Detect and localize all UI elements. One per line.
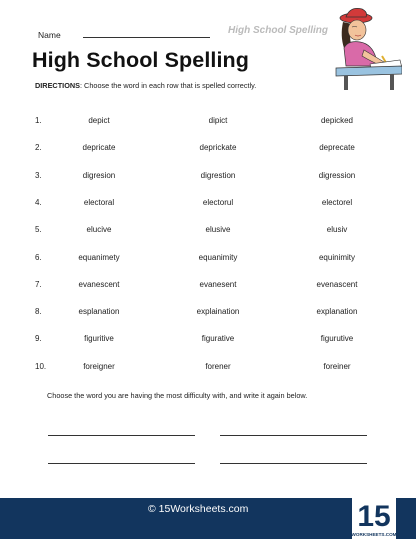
row-number: 5. — [35, 225, 42, 235]
word-option[interactable]: figurative — [201, 334, 235, 344]
worksheets-logo — [352, 495, 396, 539]
word-option[interactable]: electorul — [202, 197, 234, 207]
word-option[interactable]: equanimity — [198, 252, 238, 262]
page-title: High School Spelling — [32, 48, 249, 72]
word-option[interactable]: explanation — [316, 307, 358, 317]
word-option[interactable]: foreigner — [83, 361, 115, 371]
word-option[interactable]: depict — [88, 116, 110, 125]
word-option[interactable]: evanesent — [199, 279, 237, 289]
word-option[interactable]: elusiv — [326, 225, 348, 235]
word-option[interactable]: forener — [205, 361, 231, 371]
logo-number: 15 — [357, 500, 391, 533]
student-writing-illustration — [330, 4, 402, 90]
row-number: 6. — [35, 252, 42, 262]
word-option[interactable]: deprecate — [319, 143, 355, 153]
row-number: 1. — [35, 116, 42, 125]
answer-line-1[interactable] — [48, 435, 195, 436]
row-number: 9. — [35, 334, 42, 344]
word-option[interactable]: depricate — [82, 143, 116, 153]
word-option[interactable]: explaination — [196, 307, 240, 317]
word-row — [0, 225, 416, 239]
word-option[interactable]: electoral — [83, 197, 115, 207]
difficulty-prompt: Choose the word you are having the most difficulty with, and write it again below. — [47, 391, 308, 400]
logo-text: WORKSHEETS.COM — [352, 532, 396, 537]
word-option[interactable]: digression — [318, 170, 356, 180]
answer-line-3[interactable] — [48, 463, 195, 464]
word-option[interactable]: electorel — [321, 197, 353, 207]
directions-label: DIRECTIONS — [35, 81, 80, 90]
name-row — [38, 26, 61, 40]
word-option[interactable]: equinimity — [318, 252, 355, 262]
word-option[interactable]: digrestion — [200, 170, 236, 180]
word-row — [0, 198, 416, 212]
row-number: 3. — [35, 170, 42, 180]
row-number: 10. — [35, 361, 47, 371]
word-row — [0, 280, 416, 294]
name-label: Name — [38, 30, 61, 40]
word-row — [0, 307, 416, 321]
word-option[interactable]: evenascent — [316, 279, 358, 289]
word-row — [0, 171, 416, 185]
answer-line-2[interactable] — [220, 435, 367, 436]
word-row — [0, 253, 416, 267]
header-tag: High School Spelling — [228, 25, 328, 36]
word-row — [0, 362, 416, 376]
directions — [35, 81, 256, 90]
word-option[interactable]: elusive — [205, 225, 231, 235]
row-number: 7. — [35, 279, 42, 289]
word-option[interactable]: foreiner — [323, 361, 351, 371]
word-option[interactable]: equanimety — [78, 252, 120, 262]
name-line[interactable] — [83, 37, 210, 38]
word-option[interactable]: dipict — [208, 116, 228, 125]
directions-text: : Choose the word in each row that is spelled correctly. — [80, 81, 257, 90]
row-number: 8. — [35, 307, 42, 317]
row-number: 2. — [35, 143, 42, 153]
word-option[interactable]: figurutive — [320, 334, 354, 344]
word-option[interactable]: depicked — [320, 116, 354, 125]
footer-link[interactable]: © 15Worksheets.com — [148, 503, 249, 515]
word-option[interactable]: deprickate — [199, 143, 237, 153]
word-option[interactable]: digresion — [82, 170, 116, 180]
word-row — [0, 334, 416, 348]
row-number: 4. — [35, 197, 42, 207]
word-option[interactable]: esplanation — [78, 307, 120, 317]
word-option[interactable]: evanescent — [78, 279, 120, 289]
answer-line-4[interactable] — [220, 463, 367, 464]
word-option[interactable]: figuritive — [84, 334, 114, 344]
word-option[interactable]: elucive — [86, 225, 112, 235]
word-row — [0, 116, 416, 130]
word-row — [0, 143, 416, 157]
